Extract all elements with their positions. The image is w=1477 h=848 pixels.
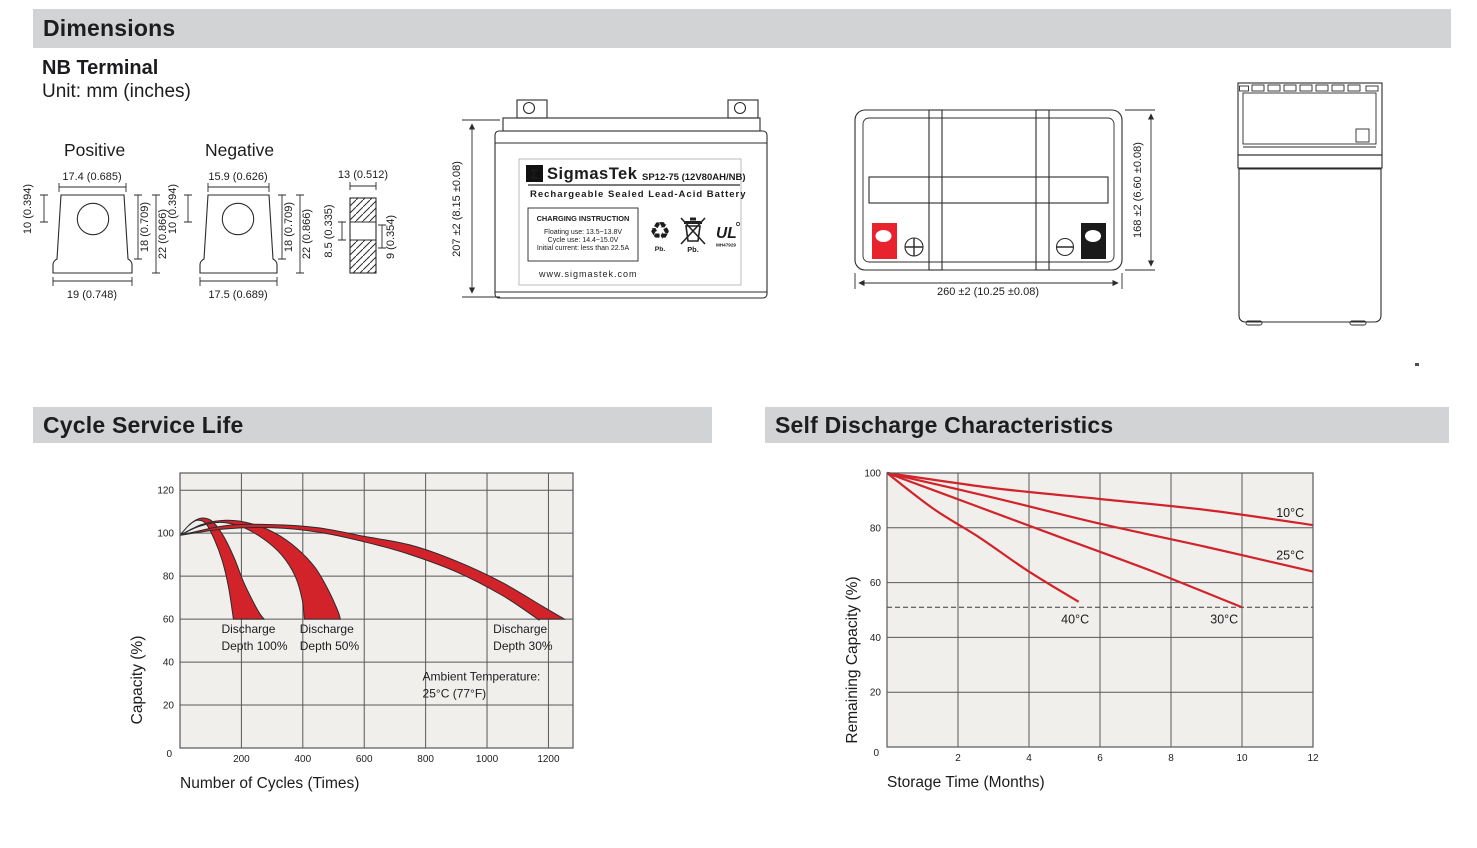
dim-label: 17.4 (0.685) xyxy=(62,171,122,183)
svg-text:60: 60 xyxy=(869,578,881,590)
negative-terminal-drawing xyxy=(167,140,313,301)
side-view-lid xyxy=(1238,83,1382,155)
svg-text:800: 800 xyxy=(417,754,434,765)
svg-text:4: 4 xyxy=(1026,753,1032,764)
svg-text:Discharge: Discharge xyxy=(493,622,548,637)
svg-text:Remaining Capacity (%): Remaining Capacity (%) xyxy=(844,576,861,744)
charging-line: Initial current: less than 22.5A xyxy=(536,245,630,252)
svg-text:10: 10 xyxy=(1236,753,1248,764)
dimensions-title: Dimensions xyxy=(43,15,176,41)
svg-text:25°C (77°F): 25°C (77°F) xyxy=(422,686,487,701)
svg-text:400: 400 xyxy=(294,754,312,765)
self-title: Self Discharge Characteristics xyxy=(775,411,1114,438)
cycle-title: Cycle Service Life xyxy=(43,411,244,438)
dim-label: 8.5 (0.335) xyxy=(323,204,335,258)
svg-text:0: 0 xyxy=(166,749,172,760)
svg-text:0: 0 xyxy=(873,748,879,759)
dim-label: 18 (0.709) xyxy=(283,201,295,253)
svg-text:20: 20 xyxy=(162,700,174,712)
recycle-pb-icon xyxy=(649,218,671,253)
dim-label: 260 ±2 (10.25 ±0.08) xyxy=(937,286,1039,298)
battery-label xyxy=(519,159,747,285)
svg-text:Ambient Temperature:: Ambient Temperature: xyxy=(422,669,541,684)
dim-label: 22 (0.866) xyxy=(301,208,313,260)
svg-text:600: 600 xyxy=(355,754,373,765)
battery-type-line: Rechargeable Sealed Lead-Acid Battery xyxy=(530,189,747,200)
dim-label: 22 (0.866) xyxy=(157,208,169,260)
front-height-dimension xyxy=(451,120,500,297)
svg-text:80: 80 xyxy=(162,571,174,583)
positive-terminal-marker xyxy=(872,223,897,259)
svg-text:♻: ♻ xyxy=(649,218,671,245)
dimensions-section-header xyxy=(33,9,1451,48)
negative-terminal-marker xyxy=(1081,223,1106,259)
unit-label: Unit: mm (inches) xyxy=(42,81,191,102)
cycle-service-life-header xyxy=(33,407,712,443)
svg-text:1200: 1200 xyxy=(537,754,560,765)
sigma-glyph: Σ xyxy=(530,166,539,182)
battery-top-view xyxy=(845,95,1165,310)
positive-terminal-drawing xyxy=(22,140,169,301)
negative-label: Negative xyxy=(205,140,275,160)
svg-text:40°C: 40°C xyxy=(1061,612,1090,627)
model-number: SP12-75 (12V80AH/NB) xyxy=(642,172,746,183)
svg-text:2: 2 xyxy=(955,753,961,764)
brand-name: SigmasTek xyxy=(547,165,638,183)
dim-label: 19 (0.748) xyxy=(66,289,118,301)
self-discharge-header xyxy=(765,407,1449,443)
svg-text:Pb.: Pb. xyxy=(687,245,699,254)
charging-instruction-box xyxy=(528,208,638,261)
svg-text:Depth 100%: Depth 100% xyxy=(221,639,288,654)
svg-text:Discharge: Discharge xyxy=(299,622,354,637)
svg-text:Capacity (%): Capacity (%) xyxy=(129,635,146,725)
dim-label: 18 (0.709) xyxy=(139,201,151,253)
dim-label: 17.5 (0.689) xyxy=(208,289,268,301)
top-height-dimension xyxy=(1125,110,1155,270)
dim-label: 9 (0.354) xyxy=(385,214,397,260)
svg-text:1000: 1000 xyxy=(475,754,499,765)
dim-label: 10 (0.394) xyxy=(22,183,34,235)
positive-label: Positive xyxy=(64,140,126,160)
side-view-body xyxy=(1239,169,1381,325)
svg-text:10°C: 10°C xyxy=(1276,505,1305,520)
self-discharge-chart xyxy=(830,455,1410,805)
positive-polarity-icon xyxy=(905,238,923,256)
svg-text:Number of Cycles (Times): Number of Cycles (Times) xyxy=(180,775,360,792)
negative-polarity-icon xyxy=(1057,239,1074,256)
battery-side-view xyxy=(1230,75,1395,330)
charging-line: Floating use: 13.5~13.8V xyxy=(543,229,623,236)
ul-code: MH47929 xyxy=(716,242,736,248)
svg-text:80: 80 xyxy=(869,523,881,535)
svg-text:60: 60 xyxy=(162,614,174,626)
svg-text:8: 8 xyxy=(1168,753,1174,764)
svg-text:120: 120 xyxy=(157,485,174,497)
svg-text:6: 6 xyxy=(1097,753,1103,764)
dim-label: 207 ±2 (8.15 ±0.08) xyxy=(451,161,463,257)
battery-front-view xyxy=(450,95,780,310)
svg-text:Discharge: Discharge xyxy=(221,622,276,637)
nb-terminal-label: NB Terminal xyxy=(42,57,159,79)
svg-text:40: 40 xyxy=(869,632,881,644)
dim-label: 10 (0.394) xyxy=(167,183,179,235)
svg-text:40: 40 xyxy=(162,657,174,669)
dim-label: 168 ±2 (6.60 ±0.08) xyxy=(1132,142,1144,238)
svg-text:UL: UL xyxy=(716,225,737,242)
terminal-cross-section-drawing xyxy=(323,169,397,273)
svg-text:Depth 50%: Depth 50% xyxy=(299,639,360,654)
side-view-seam xyxy=(1238,155,1382,168)
charging-line: Cycle use: 14.4~15.0V xyxy=(547,237,619,244)
svg-text:Depth 30%: Depth 30% xyxy=(493,639,553,654)
svg-text:30°C: 30°C xyxy=(1210,612,1239,627)
svg-text:20: 20 xyxy=(869,687,881,699)
svg-text:25°C: 25°C xyxy=(1276,548,1305,563)
top-width-dimension xyxy=(855,273,1122,298)
terminal-dimension-diagrams xyxy=(20,130,450,330)
cycle-service-life-chart xyxy=(100,455,660,805)
svg-text:100: 100 xyxy=(157,528,174,540)
svg-text:200: 200 xyxy=(233,754,250,765)
ul-mark-icon xyxy=(716,222,740,247)
dim-label: 15.9 (0.626) xyxy=(208,171,268,183)
website-text: www.sigmastek.com xyxy=(539,269,638,279)
svg-text:100: 100 xyxy=(864,468,881,480)
svg-text:Pb.: Pb. xyxy=(654,246,666,253)
svg-text:12: 12 xyxy=(1307,753,1319,764)
crossed-bin-pb-icon xyxy=(681,218,705,255)
charging-title: CHARGING INSTRUCTION xyxy=(536,214,630,223)
stray-mark xyxy=(1415,363,1419,366)
svg-text:Storage Time (Months): Storage Time (Months) xyxy=(887,774,1045,791)
dim-label: 13 (0.512) xyxy=(337,169,389,181)
